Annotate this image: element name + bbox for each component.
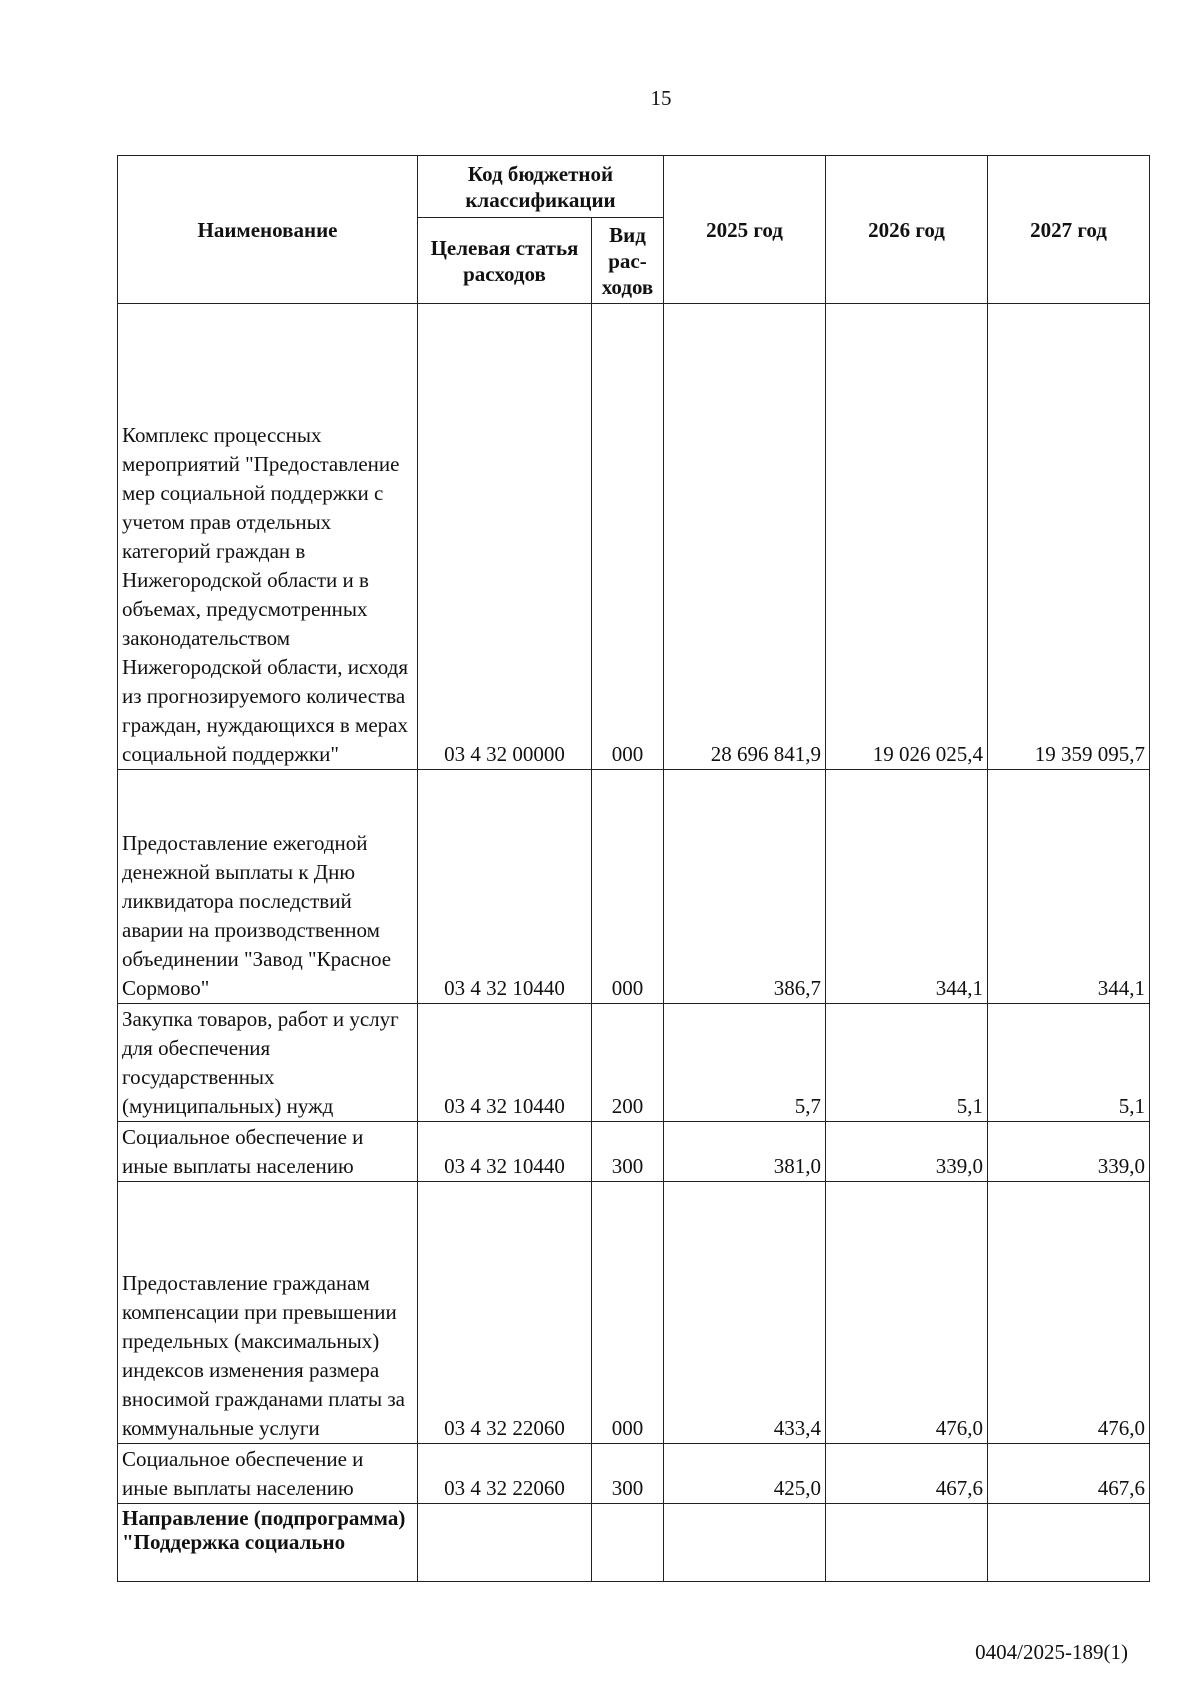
row-2025: 381,0 xyxy=(664,1122,826,1182)
header-name: Наименование xyxy=(118,156,418,304)
row-2025: 28 696 841,9 xyxy=(664,304,826,770)
row-code: 03 4 32 10440 xyxy=(418,1122,592,1182)
row-2025: 5,7 xyxy=(664,1004,826,1122)
row-kind: 000 xyxy=(592,770,664,1004)
row-2026: 5,1 xyxy=(826,1004,988,1122)
row-2027 xyxy=(988,1504,1150,1582)
row-2027: 476,0 xyxy=(988,1182,1150,1444)
row-code: 03 4 32 22060 xyxy=(418,1444,592,1504)
row-2026: 476,0 xyxy=(826,1182,988,1444)
document-code: 0404/2025-189(1) xyxy=(975,1640,1128,1664)
table-row xyxy=(118,770,1150,1004)
row-code: 03 4 32 10440 xyxy=(418,1004,592,1122)
row-2026 xyxy=(826,1504,988,1582)
row-name: Социальное обеспечение и иные выплаты населению xyxy=(118,1444,418,1504)
row-code: 03 4 32 10440 xyxy=(418,770,592,1004)
row-code xyxy=(418,1504,592,1582)
row-name: Закупка товаров, работ и услуг для обеспечения государственных (муниципальных) нужд xyxy=(118,1004,418,1122)
row-name: Комплекс процессных мероприятий "Предоставление мер социальной поддержки с учетом прав отдельных категорий граждан в Нижегородской области и в объемах, предусмотренных законодательством Нижегородской области, исходя из прогнозируемого количества граждан, нуждающихся в мерах социальной поддержки" xyxy=(118,304,418,770)
row-kind xyxy=(592,1504,664,1582)
row-code: 03 4 32 00000 xyxy=(418,304,592,770)
row-2027: 344,1 xyxy=(988,770,1150,1004)
row-kind: 000 xyxy=(592,304,664,770)
row-2027: 5,1 xyxy=(988,1004,1150,1122)
header-budget-code: Код бюджетной классификации xyxy=(418,156,664,218)
row-kind: 000 xyxy=(592,1182,664,1444)
budget-table xyxy=(117,155,1150,1582)
row-2025: 433,4 xyxy=(664,1182,826,1444)
table-row xyxy=(118,304,1150,770)
header-2025: 2025 год xyxy=(664,156,826,304)
row-name: Предоставление гражданам компенсации при превышении предельных (максимальных) индексов изменения размера вносимой гражданами платы за коммунальные услуги xyxy=(118,1182,418,1444)
header-expense-kind: Вид рас-ходов xyxy=(592,218,664,304)
row-2025: 386,7 xyxy=(664,770,826,1004)
table-row xyxy=(118,1122,1150,1182)
row-2025 xyxy=(664,1504,826,1582)
row-2026: 19 026 025,4 xyxy=(826,304,988,770)
header-target-article: Целевая статья расходов xyxy=(418,218,592,304)
row-kind: 300 xyxy=(592,1444,664,1504)
row-name: Предоставление ежегодной денежной выплаты к Дню ликвидатора последствий аварии на производственном объединении "Завод "Красное Сормово" xyxy=(118,770,418,1004)
row-2027: 467,6 xyxy=(988,1444,1150,1504)
row-kind: 300 xyxy=(592,1122,664,1182)
page-number: 15 xyxy=(650,86,672,110)
row-2027: 19 359 095,7 xyxy=(988,304,1150,770)
table-row xyxy=(118,1182,1150,1444)
header-2026: 2026 год xyxy=(826,156,988,304)
row-name: Социальное обеспечение и иные выплаты населению xyxy=(118,1122,418,1182)
table-row xyxy=(118,1504,1150,1582)
row-2026: 339,0 xyxy=(826,1122,988,1182)
row-code: 03 4 32 22060 xyxy=(418,1182,592,1444)
row-name: Направление (подпрограмма) "Поддержка социально xyxy=(118,1504,418,1582)
row-2026: 467,6 xyxy=(826,1444,988,1504)
header-2027: 2027 год xyxy=(988,156,1150,304)
row-2025: 425,0 xyxy=(664,1444,826,1504)
row-2026: 344,1 xyxy=(826,770,988,1004)
row-kind: 200 xyxy=(592,1004,664,1122)
table-row xyxy=(118,1004,1150,1122)
table-row xyxy=(118,1444,1150,1504)
row-2027: 339,0 xyxy=(988,1122,1150,1182)
